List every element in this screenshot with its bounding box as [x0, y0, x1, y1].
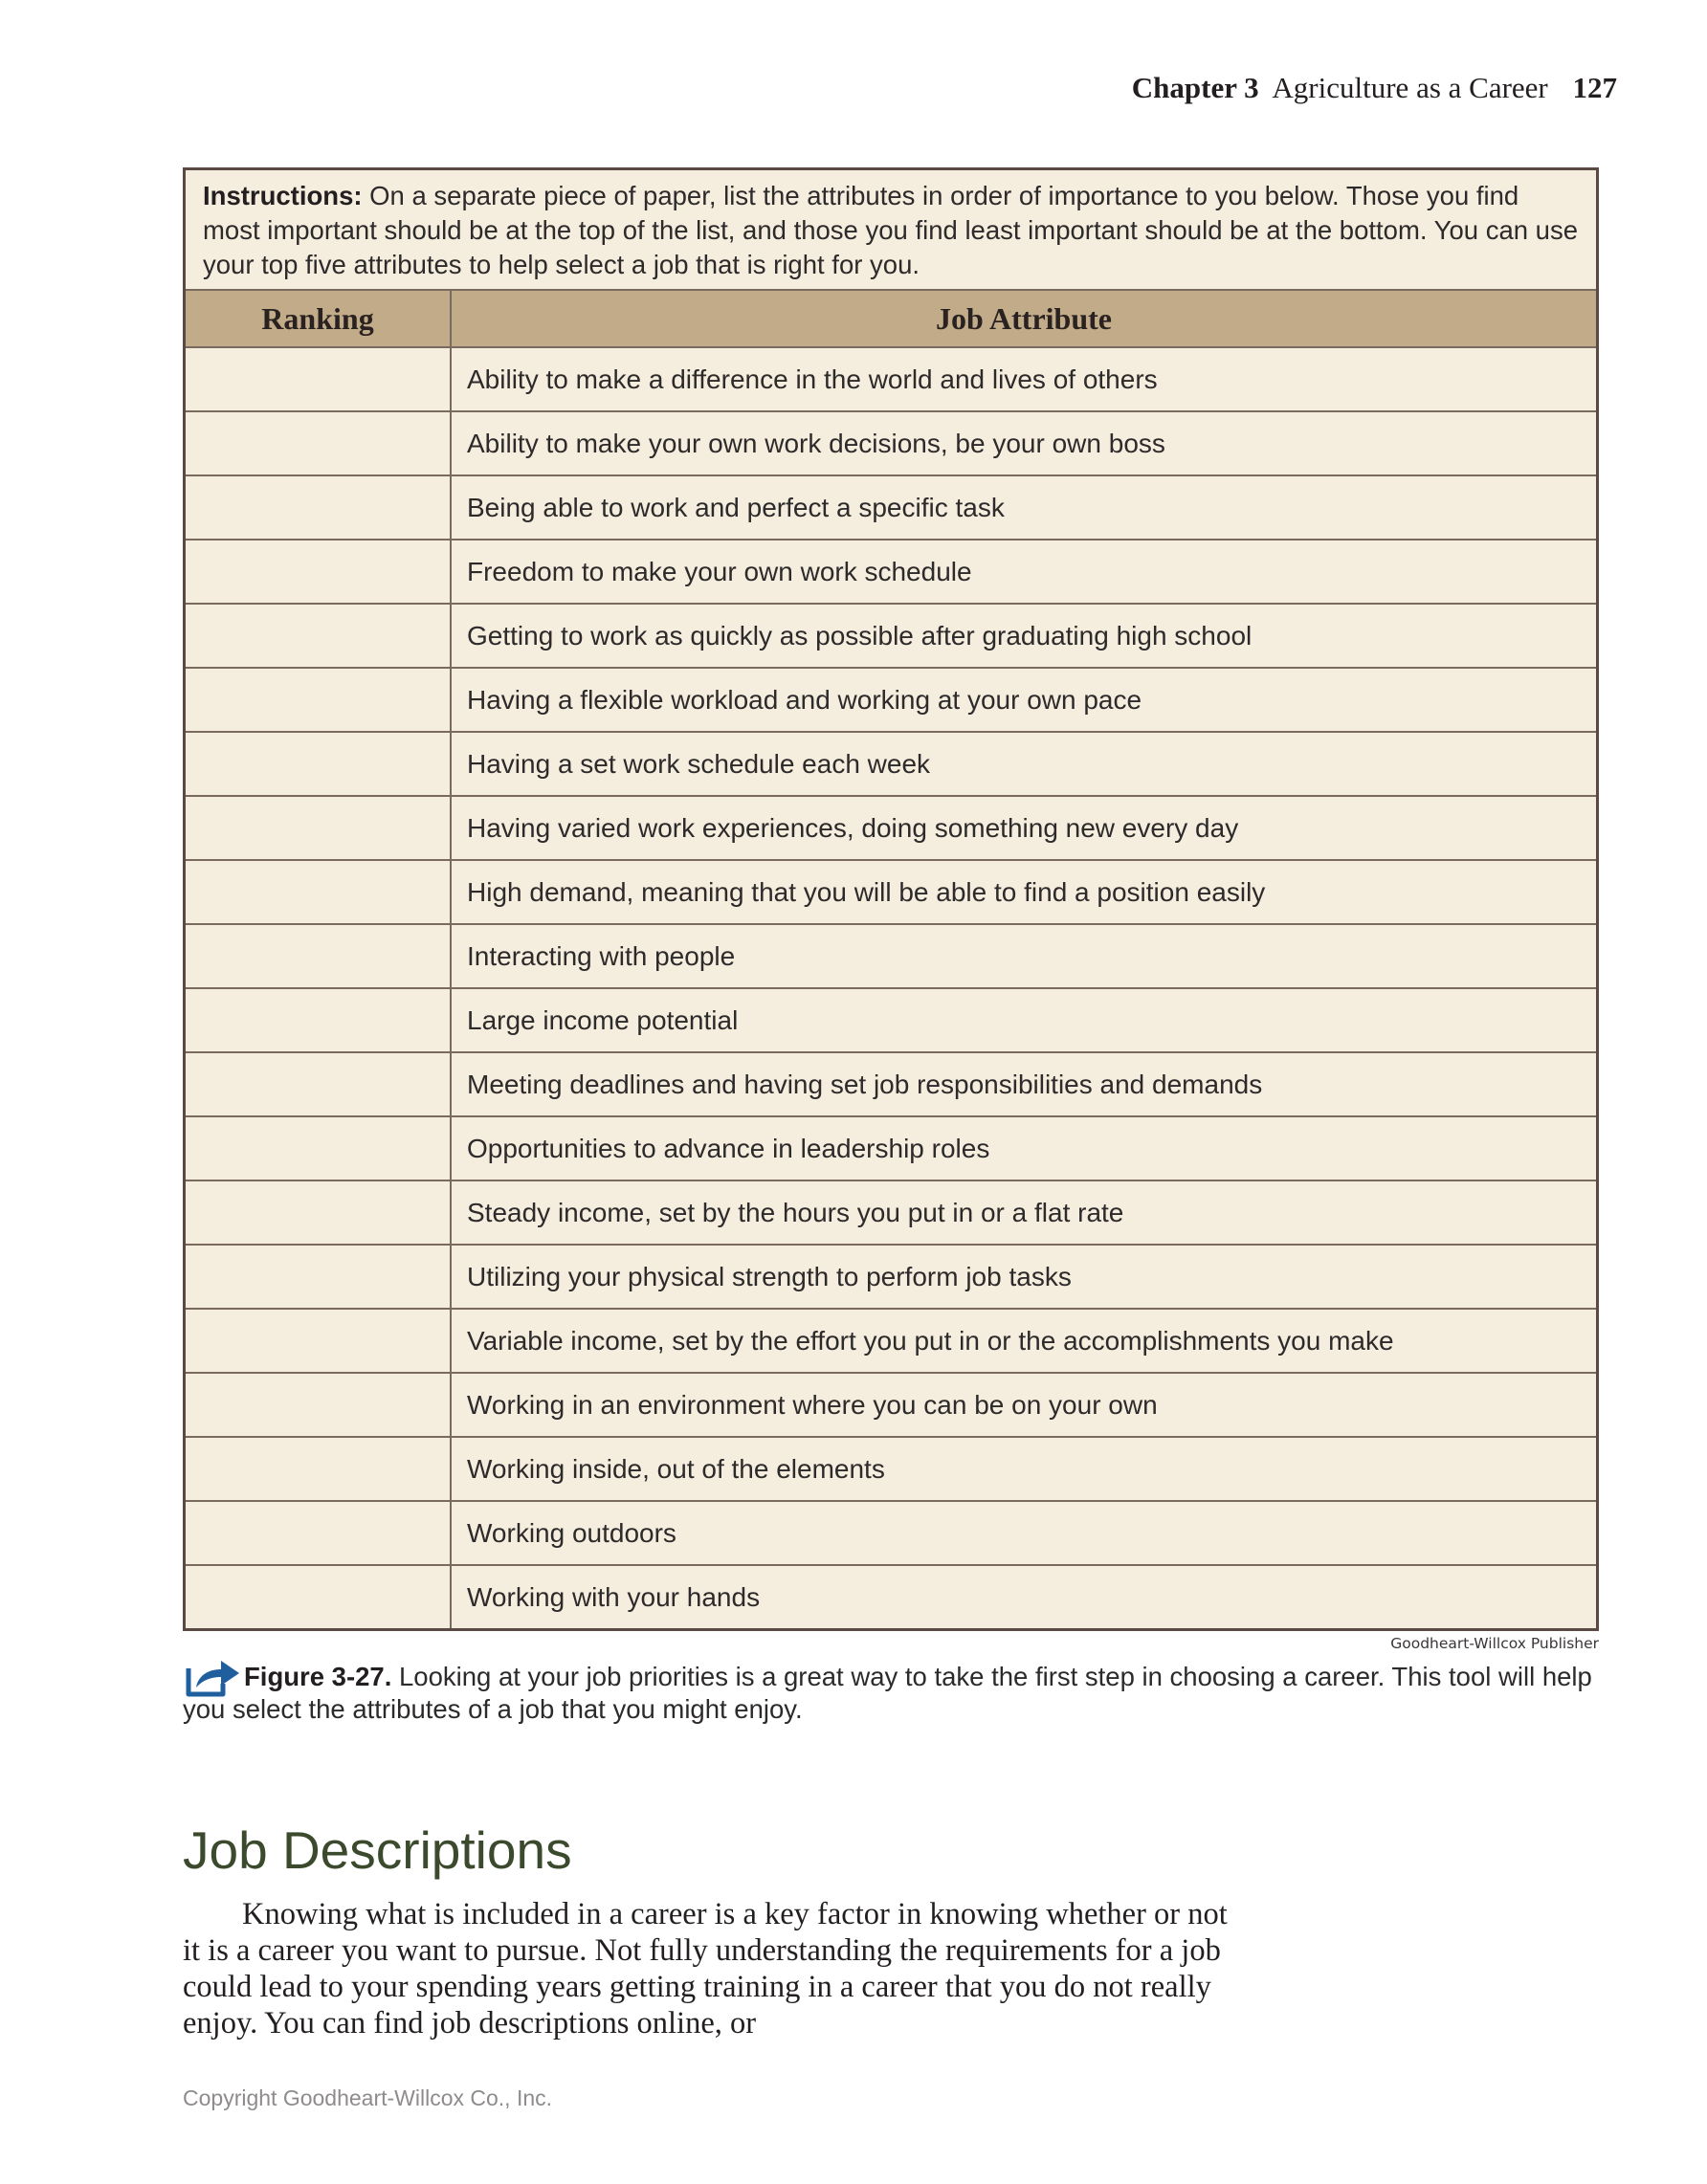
table-row — [186, 411, 1596, 475]
ranking-cell — [186, 1309, 451, 1373]
job-attribute-cell: Working with your hands — [467, 1581, 761, 1612]
ranking-cell — [186, 347, 451, 411]
job-attribute-cell: Having a set work schedule each week — [451, 732, 1596, 796]
section-heading: Job Descriptions — [183, 1820, 572, 1880]
ranking-cell — [186, 924, 451, 988]
table-row — [186, 1501, 1596, 1565]
table-row — [186, 732, 1596, 796]
job-attribute-cell: Freedom to make your own work schedule — [451, 540, 1596, 604]
figure-credit: Goodheart-Willcox Publisher — [1390, 1635, 1599, 1652]
table-row — [186, 668, 1596, 732]
figure-caption — [183, 1661, 1603, 1726]
running-head — [1132, 71, 1617, 105]
ranking-cell — [186, 988, 451, 1052]
figure-label: Figure 3-27. — [244, 1662, 392, 1691]
table-row — [186, 1180, 1596, 1245]
ranking-cell — [186, 1373, 451, 1437]
ranking-cell — [186, 796, 451, 860]
ranking-cell — [186, 732, 451, 796]
table-row — [186, 604, 1596, 668]
job-attribute-cell: Meeting deadlines and having set job responsibilities and demands — [451, 1052, 1596, 1116]
ranking-cell — [186, 1245, 451, 1309]
table-row — [186, 1309, 1596, 1373]
job-attribute-column-header: Job Attribute — [451, 291, 1596, 347]
table-row — [186, 1373, 1596, 1437]
ranking-column-header: Ranking — [186, 291, 451, 347]
job-attribute-cell: Variable income, set by the effort you put in or the accomplishments you make — [451, 1309, 1596, 1373]
chapter-label: Chapter 3 — [1131, 71, 1259, 104]
table-row — [186, 1245, 1596, 1309]
job-attribute-cell: Working inside, out of the elements — [451, 1437, 1596, 1501]
instructions — [186, 170, 1596, 291]
ranking-cell — [186, 1180, 451, 1245]
table-row — [186, 924, 1596, 988]
job-attribute-cell: Being able to work and perfect a specific task — [451, 475, 1596, 540]
table-row — [186, 796, 1596, 860]
table-row — [186, 347, 1596, 411]
ranking-cell — [186, 668, 451, 732]
chapter-title: Agriculture as a Career — [1272, 71, 1548, 104]
job-attribute-cell: Having a flexible workload and working at your own pace — [451, 668, 1596, 732]
table-header-row — [186, 291, 1596, 347]
table-row — [186, 475, 1596, 540]
ranking-cell — [186, 604, 451, 668]
ranking-cell — [186, 475, 451, 540]
job-attribute-figure — [183, 167, 1599, 1631]
table-row — [186, 988, 1596, 1052]
job-attribute-cell: Opportunities to advance in leadership roles — [451, 1116, 1596, 1180]
job-attribute-cell: Having varied work experiences, doing something new every day — [451, 796, 1596, 860]
ranking-cell — [186, 1437, 451, 1501]
instructions-label: Instructions: — [203, 181, 363, 210]
job-attribute-cell: Working outdoors — [451, 1501, 1596, 1565]
job-attribute-cell: Working in an environment where you can be on your own — [451, 1373, 1596, 1437]
ranking-cell — [186, 1501, 451, 1565]
ranking-cell — [186, 411, 451, 475]
figure-caption-text: Looking at your job priorities is a great way to take the first step in choosing a career. This tool will help you select the attributes of a job that you might enjoy. — [183, 1662, 1592, 1724]
job-attribute-cell: Getting to work as quickly as possible after graduating high school — [451, 604, 1596, 668]
table-row — [186, 1116, 1596, 1180]
body-paragraph: Knowing what is included in a career is a key factor in knowing whether or not it is a career you want to pursue. Not fully understanding the requirements for a job could lead to your spending years getting training in a career that you do not really enjoy. You can find job descriptions online, or — [183, 1897, 1228, 2041]
table-row — [186, 540, 1596, 604]
table-row — [186, 1437, 1596, 1501]
job-attribute-cell: Steady income, set by the hours you put in or a flat rate — [451, 1180, 1596, 1245]
table-row — [186, 1565, 1596, 1628]
table-row — [186, 860, 1596, 924]
job-attribute-cell: Utilizing your physical strength to perform job tasks — [451, 1245, 1596, 1309]
ranking-cell — [186, 1565, 451, 1628]
table-row — [186, 1052, 1596, 1116]
ranking-cell — [186, 860, 451, 924]
job-attribute-table — [186, 291, 1596, 1628]
copyright-notice: Copyright Goodheart-Willcox Co., Inc. — [183, 2085, 553, 2110]
job-attribute-cell: Large income potential — [451, 988, 1596, 1052]
ranking-cell — [186, 1116, 451, 1180]
job-attribute-cell: Ability to make a difference in the world and lives of others — [451, 347, 1596, 411]
job-attribute-cell: High demand, meaning that you will be able to find a position easily — [451, 860, 1596, 924]
instructions-text: On a separate piece of paper, list the attributes in order of importance to you below. Those you find most important should be at the top of the list, and those you find least important should be at the bottom. You can use your top five attributes to help select a job that is right for you. — [203, 181, 1579, 279]
ranking-cell — [186, 1052, 451, 1116]
ranking-cell — [186, 540, 451, 604]
job-attribute-cell: Ability to make your own work decisions, be your own boss — [451, 411, 1596, 475]
page-number: 127 — [1572, 71, 1617, 104]
job-attribute-cell: Interacting with people — [451, 924, 1596, 988]
